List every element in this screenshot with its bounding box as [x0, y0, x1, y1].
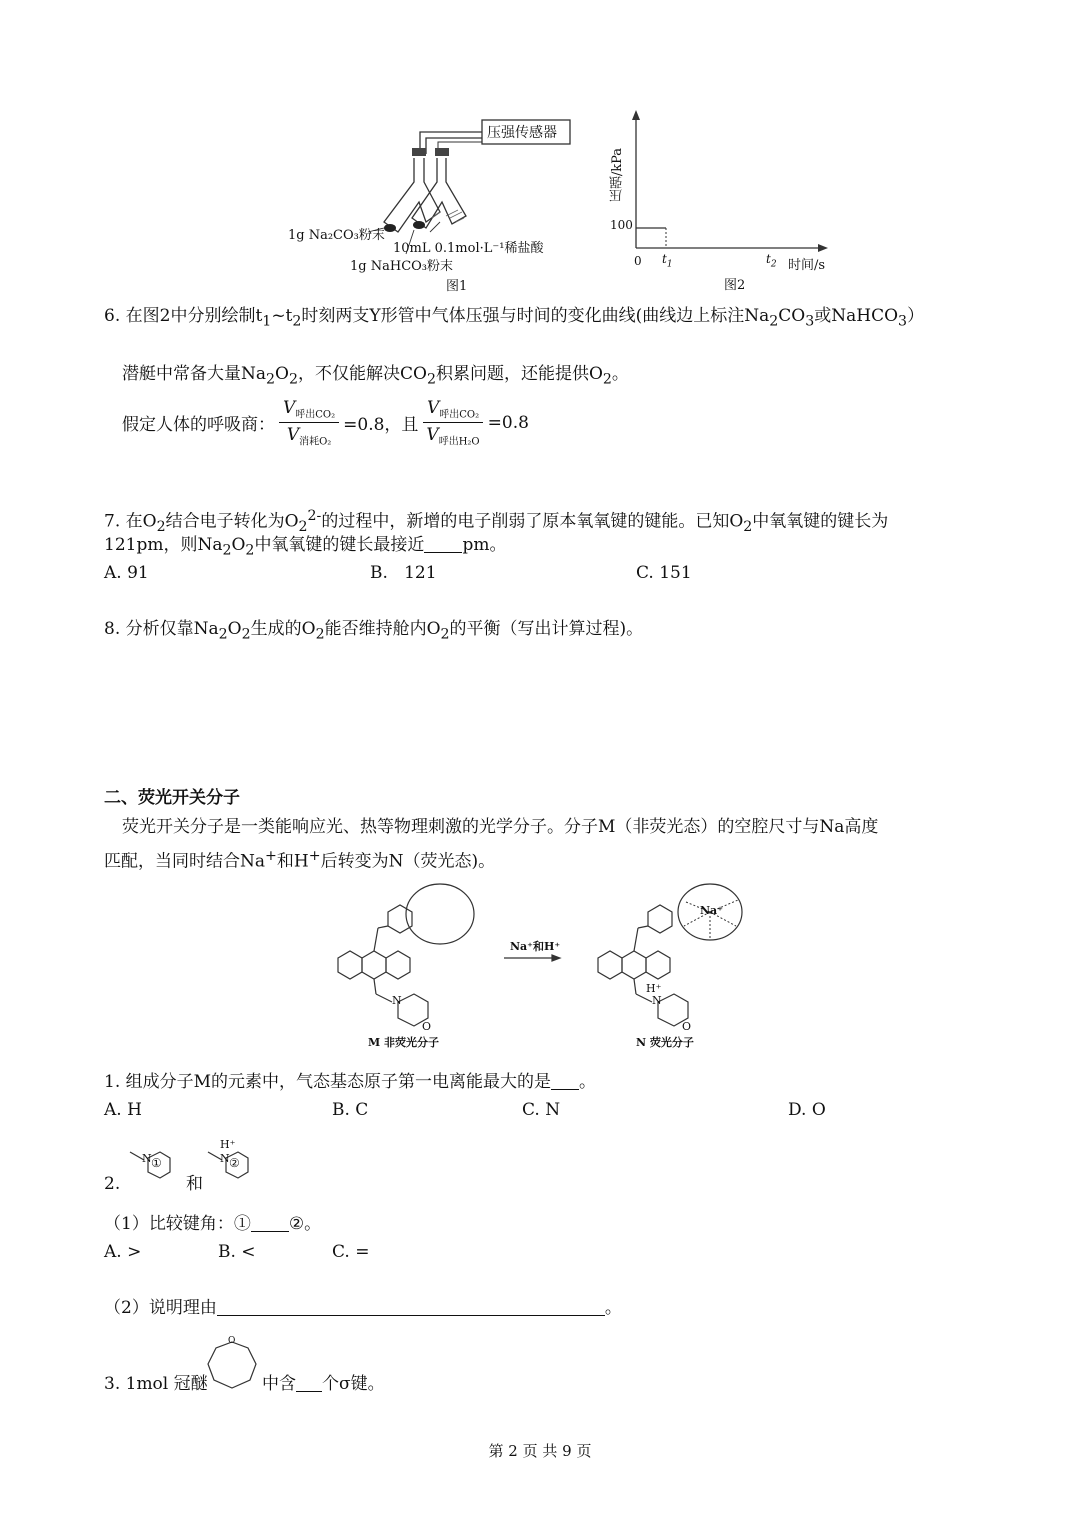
- molecule-m-to-n-scheme: [318, 878, 758, 1054]
- s2q1-option-a[interactable]: A. H: [104, 1100, 142, 1120]
- origin-label: 0: [634, 254, 642, 268]
- s2-question-3: [104, 1336, 404, 1396]
- s2q1-option-d[interactable]: D. O: [788, 1100, 826, 1120]
- s2-question-1: 1. 组成分子M的元素中，气态基态原子第一电离能最大的是 。: [104, 1072, 597, 1092]
- s2q2-part-2: （2）说明理由 。: [104, 1298, 622, 1318]
- pressure-sensor-label: 压强传感器: [487, 125, 557, 141]
- s2q1-option-b[interactable]: B. C: [332, 1100, 369, 1120]
- answer-blank[interactable]: [424, 534, 462, 553]
- and-label: 和: [186, 1174, 203, 1194]
- nahco3-powder-label: 1g NaHCO₃粉末: [350, 259, 454, 274]
- x-axis-label: 时间/s: [788, 258, 826, 273]
- q7-option-b[interactable]: B. 121: [370, 563, 437, 583]
- s2q2-option-a[interactable]: A. >: [104, 1242, 142, 1262]
- s2q2-part-1: （1）比较键角：① ②。: [104, 1214, 322, 1234]
- reason-blank[interactable]: [217, 1297, 605, 1316]
- q7-option-c[interactable]: C. 151: [636, 563, 692, 583]
- crown-oxygen-label: O: [228, 1336, 236, 1346]
- s2q2-number: 2.: [104, 1174, 121, 1194]
- rq-fraction-2: $\frac{V_{呼出CO_2}}{V_{呼出H_2O}}$: [422, 398, 483, 448]
- m-nitrogen-atom: N: [392, 994, 402, 1007]
- s2-question-2-structures: [104, 1136, 274, 1196]
- n-nitrogen-atom: N: [652, 994, 662, 1007]
- t1-label: $t_1$: [662, 252, 673, 270]
- s2q1-option-c[interactable]: C. N: [522, 1100, 561, 1120]
- na2co3-powder-label: 1g Na₂CO₃粉末: [288, 228, 385, 243]
- section-2-paragraph-2: 匹配，当同时结合Na+和H+后转变为N（荧光态)。: [104, 848, 496, 872]
- m-caption: M 非荧光分子: [368, 1036, 440, 1049]
- y-axis-label: 压强/kPa: [610, 148, 625, 203]
- reaction-arrow-label: Na⁺和H⁺: [510, 940, 561, 953]
- t2-label: $t_2$: [766, 252, 777, 270]
- s2q3-text-b: 中含 个σ键。: [262, 1374, 385, 1394]
- question-7-line-1: 7. 在$O_2$结合电子转化为$O_2^{2-}$的过程中，新增的电子削弱了原本氧氧键的键能。已知$O_2$中氧氧键的键长为: [104, 508, 889, 536]
- question-6: 6. 在图2中分别绘制$t_1\sim t_2$时刻两支Y形管中气体压强与时间的变化曲线(曲线边上标注$Na_2CO_3$或NaHCO$_3$）: [104, 306, 925, 330]
- m-oxygen-atom: O: [422, 1020, 432, 1033]
- s2q2-option-b[interactable]: B. <: [218, 1242, 256, 1262]
- s2q2-option-c[interactable]: C. =: [332, 1242, 370, 1262]
- rq-fraction-1: $\frac{V_{呼出CO_2}}{V_{消耗O_2}}$: [279, 398, 339, 448]
- n-caption: N 荧光分子: [636, 1036, 694, 1049]
- reaction-scheme: [318, 878, 758, 1054]
- question-7-line-2: 121pm，则$Na_2O_2$中氧氧键的键长最接近 pm。: [104, 535, 507, 559]
- circle-1-label: ①: [151, 1156, 162, 1170]
- s2q3-text-a: 3. 1mol 冠醚: [104, 1374, 208, 1394]
- answer-blank[interactable]: [251, 1213, 289, 1232]
- circle-2-label: ②: [229, 1156, 240, 1170]
- answer-blank[interactable]: [551, 1071, 579, 1090]
- y-tick-100: 100: [610, 218, 633, 232]
- figure-2-caption: 图2: [724, 278, 746, 293]
- section-2-paragraph-1: 荧光开关分子是一类能响应光、热等物理刺激的光学分子。分子M（非荧光态）的空腔尺寸与Na高度: [122, 817, 879, 837]
- sodium-ion-label: Na⁺: [700, 904, 723, 917]
- page-footer: 第 2 页 共 9 页: [488, 1442, 592, 1460]
- figure-1: [280, 112, 590, 292]
- ammonium-h-label: H⁺: [220, 1138, 236, 1151]
- answer-blank[interactable]: [296, 1373, 322, 1392]
- respiratory-quotient: 假定人体的呼吸商： $\frac{V_{呼出CO_2}}{V_{消耗O_2}}$ =0.8，且 $\frac{V_{呼出CO_2}}{V_{呼出H_2O}}$ =0.8: [122, 398, 529, 448]
- protonated-nitrogen-label: H⁺: [646, 982, 662, 995]
- submarine-intro: 潜艇中常备大量$Na_2O_2$，不仅能解决$CO_2$积累问题，还能提供$O_2$。: [122, 364, 629, 388]
- dilute-hcl-label: 10mL 0.1mol·L⁻¹稀盐酸: [393, 241, 544, 256]
- figure-1-caption: 图1: [446, 279, 468, 294]
- figure-2: [600, 108, 840, 292]
- ammonium-nitrogen-label: N: [220, 1152, 230, 1165]
- n-oxygen-atom: O: [682, 1020, 692, 1033]
- amine-nitrogen-label: N: [142, 1152, 152, 1165]
- section-2-heading: 二、荧光开关分子: [104, 788, 240, 808]
- question-8: 8. 分析仅靠$Na_2O_2$生成的$O_2$能否维持舱内$O_2$的平衡（写出计算过程)。: [104, 619, 644, 643]
- q7-option-a[interactable]: A. 91: [104, 563, 149, 583]
